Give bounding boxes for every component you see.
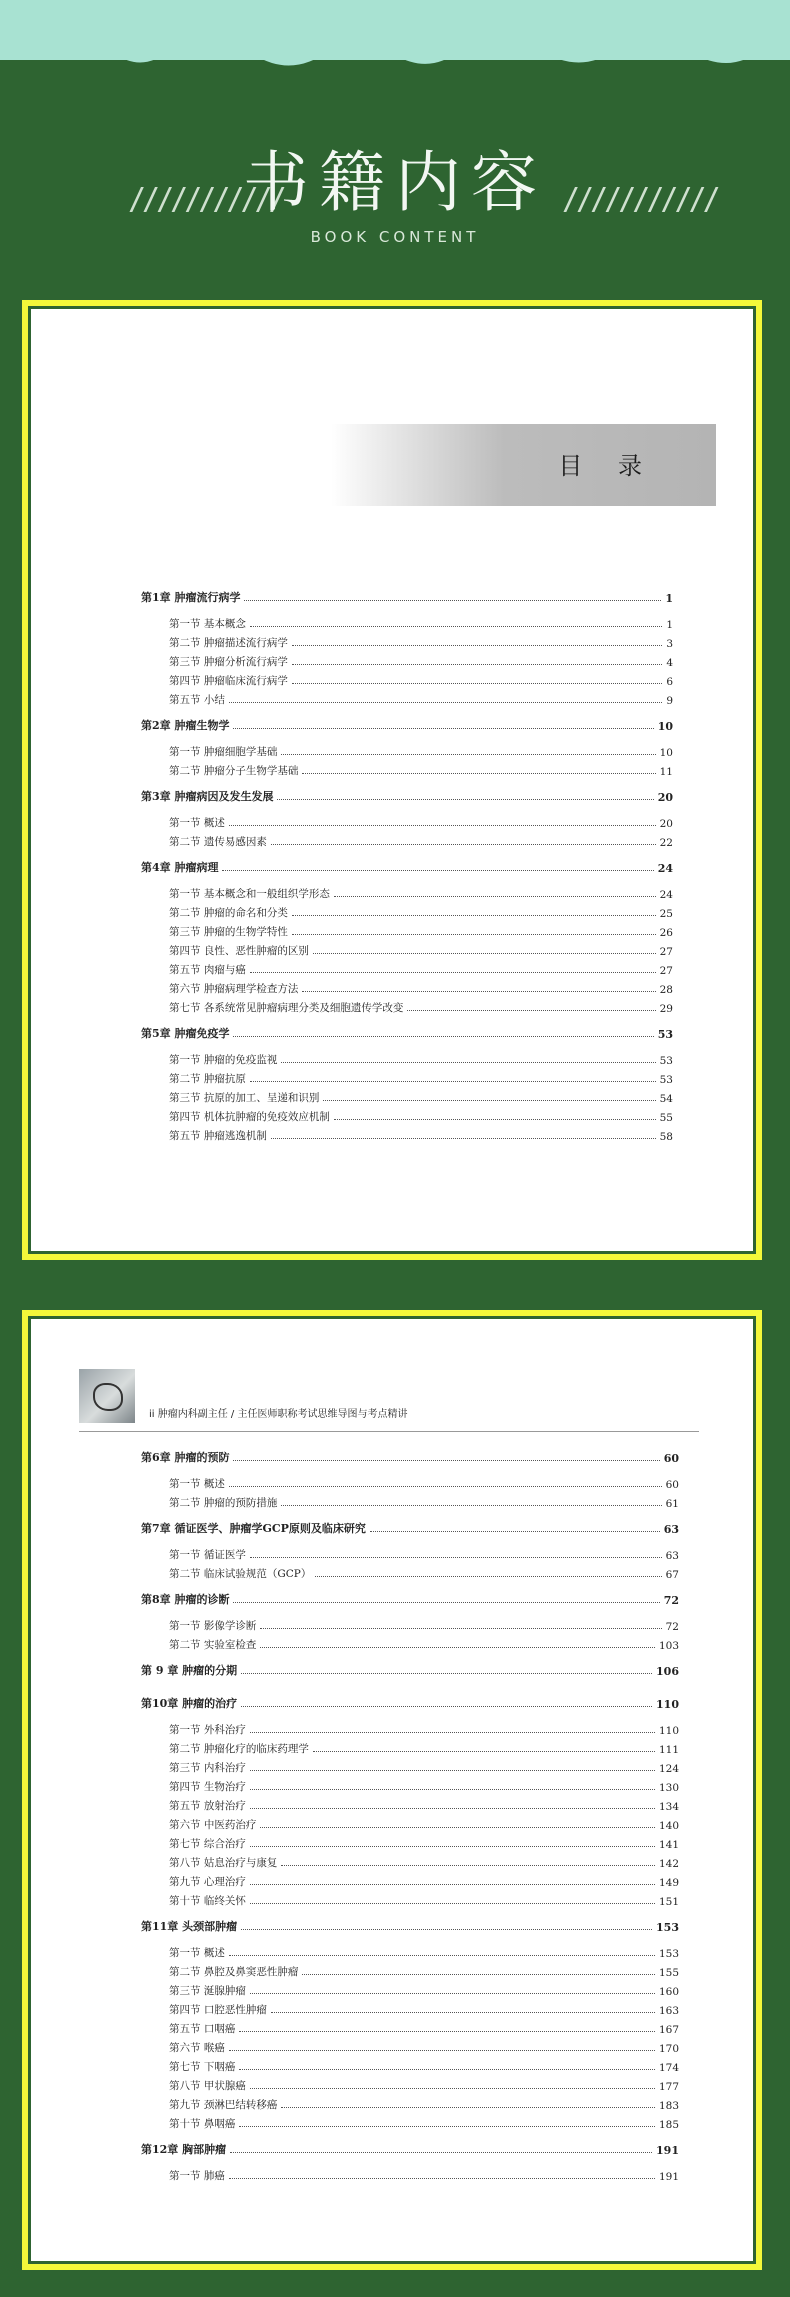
- leader-dots: [250, 625, 662, 627]
- toc-page-number: 27: [659, 965, 673, 977]
- toc-page-number: 153: [656, 1921, 679, 1934]
- toc-section-row: [169, 1128, 673, 1143]
- toc-section-row: [169, 2168, 679, 2183]
- leader-dots: [313, 952, 656, 954]
- contents-banner: [331, 424, 716, 506]
- leader-dots: [250, 1769, 655, 1771]
- toc-entry-label: 第8章 肿瘤的诊断: [141, 1593, 230, 1606]
- toc-chapter-row: [141, 1918, 679, 1934]
- leader-dots: [271, 1137, 656, 1139]
- toc-entry-label: 第四节 口腔恶性肿瘤: [169, 2004, 267, 2016]
- toc-page-number: 153: [658, 1948, 679, 1960]
- toc-page-number: 27: [659, 946, 673, 958]
- toc-page-number: 170: [658, 2043, 679, 2055]
- leader-dots: [281, 1864, 655, 1866]
- toc-page-number: 124: [658, 1763, 679, 1775]
- toc-entry-label: 第一节 概述: [169, 1947, 225, 1959]
- leader-dots: [260, 1826, 655, 1828]
- leader-dots: [250, 1556, 662, 1558]
- toc-section-row: [169, 1109, 673, 1124]
- toc-section-row: [169, 905, 673, 920]
- toc-page-number: 149: [658, 1877, 679, 1889]
- toc-entry-label: 第一节 概述: [169, 1478, 225, 1490]
- toc-entry-label: 第1章 肿瘤流行病学: [141, 591, 241, 604]
- toc-page-number: 20: [659, 818, 673, 830]
- running-head-text: ii 肿瘤内科副主任 / 主任医师职称考试思维导图与考点精讲: [149, 1409, 408, 1420]
- toc-entry-label: 第六节 肿瘤病理学检查方法: [169, 983, 299, 995]
- toc-chapter-row: [141, 1520, 679, 1536]
- leader-dots: [229, 1954, 655, 1956]
- toc-entry-label: 第四节 良性、恶性肿瘤的区别: [169, 945, 309, 957]
- toc-entry-label: 第一节 概述: [169, 817, 225, 829]
- toc-section-row: [169, 2116, 679, 2131]
- toc-section-row: [169, 1090, 673, 1105]
- toc-entry-label: 第6章 肿瘤的预防: [141, 1451, 230, 1464]
- toc-page-number: 53: [657, 1028, 673, 1041]
- toc-entry-label: 第三节 涎腺肿瘤: [169, 1985, 246, 1997]
- toc-entry-label: 第二节 肿瘤的预防措施: [169, 1497, 278, 1509]
- header-subtitle: BOOK CONTENT: [310, 228, 480, 246]
- toc-chapter-row: [141, 859, 673, 875]
- toc-section-row: [169, 1964, 679, 1979]
- leader-dots: [241, 1672, 652, 1674]
- toc-entry-label: 第3章 肿瘤病因及发生发展: [141, 790, 274, 803]
- toc-page-number: 72: [665, 1621, 679, 1633]
- toc-section-row: [169, 886, 673, 901]
- toc-page-number: 67: [665, 1569, 679, 1581]
- toc-page-number: 10: [659, 747, 673, 759]
- toc-page-number: 134: [658, 1801, 679, 1813]
- toc-page-number: 11: [659, 766, 673, 778]
- toc-section-row: [169, 763, 673, 778]
- toc-entry-label: 第九节 颈淋巴结转移癌: [169, 2099, 278, 2111]
- toc-page-number: 1: [665, 592, 673, 605]
- toc-page-number: 111: [658, 1744, 679, 1756]
- toc-page-number: 54: [659, 1093, 673, 1105]
- toc-entry-label: 第 9 章 肿瘤的分期: [141, 1664, 238, 1677]
- leader-dots: [250, 1080, 656, 1082]
- toc-section-row: [169, 834, 673, 849]
- toc-chapter-row: [141, 1025, 673, 1041]
- toc-page-number: 191: [656, 2144, 679, 2157]
- toc-entry-label: 第一节 循证医学: [169, 1549, 246, 1561]
- toc-entry-label: 第十节 鼻咽癌: [169, 2118, 236, 2130]
- toc-section-row: [169, 1855, 679, 1870]
- toc-entry-label: 第7章 循证医学、肿瘤学GCP原则及临床研究: [141, 1522, 366, 1535]
- toc-entry-label: 第四节 机体抗肿瘤的免疫效应机制: [169, 1111, 330, 1123]
- leader-dots: [334, 1118, 656, 1120]
- toc-section-row: [169, 654, 673, 669]
- toc-section-row: [169, 1052, 673, 1067]
- toc-section-row: [169, 2078, 679, 2093]
- toc-chapter-row: [141, 788, 673, 804]
- toc-page-number: 110: [656, 1698, 679, 1711]
- toc-entry-label: 第2章 肿瘤生物学: [141, 719, 230, 732]
- toc-section-row: [169, 2097, 679, 2112]
- leader-dots: [271, 2011, 655, 2013]
- toc-entry-label: 第七节 综合治疗: [169, 1838, 246, 1850]
- toc-chapter-row: [141, 717, 673, 733]
- toc-page-number: 174: [658, 2062, 679, 2074]
- toc-page-number: 22: [659, 837, 673, 849]
- top-wave-band: [0, 0, 790, 110]
- toc-entry-label: 第二节 遗传易感因素: [169, 836, 267, 848]
- toc-section-row: [169, 1741, 679, 1756]
- leader-dots: [250, 1788, 655, 1790]
- toc-page-number: 29: [659, 1003, 673, 1015]
- toc-entry-label: 第一节 影像学诊断: [169, 1620, 257, 1632]
- leader-dots: [222, 869, 653, 871]
- toc-section-row: [169, 1566, 679, 1581]
- leader-dots: [229, 701, 662, 703]
- toc-chapter-row: [141, 2141, 679, 2157]
- toc-section-row: [169, 981, 673, 996]
- toc-page-number: 60: [663, 1452, 679, 1465]
- toc-page-number: 160: [658, 1986, 679, 1998]
- toc-page-number: 141: [658, 1839, 679, 1851]
- leader-dots: [271, 843, 656, 845]
- toc-entry-label: 第二节 肿瘤的命名和分类: [169, 907, 288, 919]
- toc-page-number: 20: [657, 791, 673, 804]
- toc-section-row: [169, 1817, 679, 1832]
- leader-dots: [323, 1099, 655, 1101]
- leader-dots: [233, 1601, 659, 1603]
- toc-section-row: [169, 1836, 679, 1851]
- toc-entry-label: 第八节 姑息治疗与康复: [169, 1857, 278, 1869]
- leader-dots: [239, 2125, 655, 2127]
- leader-dots: [281, 2106, 655, 2108]
- leader-dots: [281, 1504, 661, 1506]
- header-title: 书籍内容: [243, 144, 547, 221]
- leader-dots: [292, 644, 662, 646]
- leader-dots: [292, 682, 662, 684]
- leader-dots: [334, 895, 656, 897]
- toc-page-number: 10: [657, 720, 673, 733]
- leader-dots: [302, 772, 655, 774]
- toc-entry-label: 第十节 临终关怀: [169, 1895, 246, 1907]
- leader-dots: [229, 824, 656, 826]
- toc-chapter-row: [141, 1695, 679, 1711]
- toc-entry-label: 第三节 肿瘤的生物学特性: [169, 926, 288, 938]
- toc-entry-label: 第5章 肿瘤免疫学: [141, 1027, 230, 1040]
- toc-entry-label: 第一节 肿瘤的免疫监视: [169, 1054, 278, 1066]
- leader-dots: [250, 1845, 655, 1847]
- toc-page-number: 106: [656, 1665, 679, 1678]
- leader-dots: [302, 1973, 655, 1975]
- toc-page-number: 53: [659, 1055, 673, 1067]
- toc-entry-label: 第一节 肿瘤细胞学基础: [169, 746, 278, 758]
- toc-entry-label: 第四节 肿瘤临床流行病学: [169, 675, 288, 687]
- leader-dots: [407, 1009, 655, 1011]
- leader-dots: [277, 798, 653, 800]
- toc-entry-label: 第五节 肉瘤与癌: [169, 964, 246, 976]
- toc-page-number: 185: [658, 2119, 679, 2131]
- toc-page-number: 61: [665, 1498, 679, 1510]
- leader-dots: [315, 1575, 661, 1577]
- toc-section-row: [169, 1071, 673, 1086]
- toc-entry-label: 第二节 鼻腔及鼻窦恶性肿瘤: [169, 1966, 299, 1978]
- toc-section-row: [169, 744, 673, 759]
- toc-page-number: 24: [657, 862, 673, 875]
- toc-section-row: [169, 962, 673, 977]
- toc-entry-label: 第二节 肿瘤分子生物学基础: [169, 765, 299, 777]
- leader-dots: [250, 2087, 655, 2089]
- toc-entry-label: 第二节 肿瘤描述流行病学: [169, 637, 288, 649]
- toc-page-number: 177: [658, 2081, 679, 2093]
- toc-page-number: 6: [666, 676, 673, 688]
- leader-dots: [241, 1705, 652, 1707]
- toc-entry-label: 第12章 胸部肿瘤: [141, 2143, 227, 2156]
- toc-section-row: [169, 1874, 679, 1889]
- toc-section-row: [169, 635, 673, 650]
- toc-page-number: 63: [665, 1550, 679, 1562]
- leader-dots: [370, 1530, 660, 1532]
- toc-page-number: 72: [663, 1594, 679, 1607]
- toc-entry-label: 第4章 肿瘤病理: [141, 861, 219, 874]
- leader-dots: [241, 1928, 652, 1930]
- toc-section-row: [169, 2002, 679, 2017]
- toc-page-number: 183: [658, 2100, 679, 2112]
- toc-entry-label: 第一节 肺癌: [169, 2170, 225, 2182]
- toc-entry-label: 第五节 放射治疗: [169, 1800, 246, 1812]
- toc-entry-label: 第三节 内科治疗: [169, 1762, 246, 1774]
- toc-entry-label: 第二节 肿瘤化疗的临床药理学: [169, 1743, 309, 1755]
- right-decoration: ///////////: [562, 182, 717, 217]
- toc-entry-label: 第一节 基本概念: [169, 618, 246, 630]
- toc-entry-label: 第八节 甲状腺癌: [169, 2080, 246, 2092]
- leader-dots: [260, 1627, 661, 1629]
- toc-entry-label: 第五节 口咽癌: [169, 2023, 236, 2035]
- toc-section-row: [169, 1983, 679, 1998]
- toc-page-number: 163: [658, 2005, 679, 2017]
- toc-entry-label: 第六节 喉癌: [169, 2042, 225, 2054]
- toc-entry-label: 第二节 临床试验规范（GCP）: [169, 1568, 312, 1580]
- toc-page-number: 25: [659, 908, 673, 920]
- leader-dots: [233, 727, 653, 729]
- leader-dots: [250, 971, 656, 973]
- toc-section-row: [169, 1893, 679, 1908]
- toc-entry-label: 第四节 生物治疗: [169, 1781, 246, 1793]
- leader-dots: [250, 1902, 655, 1904]
- leader-dots: [230, 2151, 652, 2153]
- toc-section-row: [169, 1495, 679, 1510]
- leader-dots: [250, 1883, 655, 1885]
- toc-entry-label: 第10章 肿瘤的治疗: [141, 1697, 238, 1710]
- toc-page-number: 1: [666, 619, 673, 631]
- toc-page-number: 28: [659, 984, 673, 996]
- toc-section-row: [169, 1000, 673, 1015]
- toc-page-1: [31, 309, 753, 1251]
- leader-dots: [239, 2030, 655, 2032]
- leader-dots: [292, 933, 656, 935]
- toc-page-2: [31, 1319, 753, 2261]
- toc-section-row: [169, 1760, 679, 1775]
- leader-dots: [292, 663, 662, 665]
- left-decoration: ///////////: [128, 182, 283, 217]
- toc-section-row: [169, 1637, 679, 1652]
- leader-dots: [250, 1731, 655, 1733]
- toc-page-number: 58: [659, 1131, 673, 1143]
- toc-entry-label: 第二节 肿瘤抗原: [169, 1073, 246, 1085]
- toc-page-number: 103: [658, 1640, 679, 1652]
- toc-chapter-row: [141, 1449, 679, 1465]
- toc-page-number: 167: [658, 2024, 679, 2036]
- leader-dots: [281, 1061, 655, 1063]
- toc-entry-label: 第二节 实验室检查: [169, 1639, 257, 1651]
- leader-dots: [281, 753, 655, 755]
- toc-entry-label: 第九节 心理治疗: [169, 1876, 246, 1888]
- toc-section-row: [169, 1798, 679, 1813]
- toc-entry-label: 第七节 各系统常见肿瘤病理分类及细胞遗传学改变: [169, 1002, 404, 1014]
- doodle-thumbnail: [79, 1369, 135, 1423]
- toc-page-number: 140: [658, 1820, 679, 1832]
- leader-dots: [239, 2068, 655, 2070]
- leader-dots: [313, 1750, 655, 1752]
- leader-dots: [302, 990, 655, 992]
- toc-entry-label: 第11章 头颈部肿瘤: [141, 1920, 238, 1933]
- leader-dots: [229, 2177, 655, 2179]
- leader-dots: [292, 914, 656, 916]
- toc-section-row: [169, 1945, 679, 1960]
- toc-page-number: 63: [663, 1523, 679, 1536]
- toc-section-row: [169, 943, 673, 958]
- toc-page-number: 130: [658, 1782, 679, 1794]
- toc-page-number: 24: [659, 889, 673, 901]
- toc-section-row: [169, 1779, 679, 1794]
- toc-section-row: [169, 1722, 679, 1737]
- toc-section-row: [169, 2021, 679, 2036]
- toc-chapter-row: [141, 1662, 679, 1678]
- toc-section-row: [169, 1476, 679, 1491]
- toc-entry-label: 第五节 肿瘤逃逸机制: [169, 1130, 267, 1142]
- toc-section-row: [169, 815, 673, 830]
- toc-page-number: 110: [658, 1725, 679, 1737]
- toc-page-number: 155: [658, 1967, 679, 1979]
- toc-chapter-row: [141, 1591, 679, 1607]
- leader-dots: [229, 1485, 662, 1487]
- leader-dots: [233, 1459, 659, 1461]
- leader-dots: [250, 1992, 655, 1994]
- toc-section-row: [169, 2059, 679, 2074]
- leader-dots: [244, 599, 661, 601]
- toc-page-number: 142: [658, 1858, 679, 1870]
- toc-page-number: 4: [666, 657, 673, 669]
- toc-page-number: 55: [659, 1112, 673, 1124]
- toc-page-number: 151: [658, 1896, 679, 1908]
- header-rule: [79, 1431, 699, 1432]
- toc-page-number: 9: [666, 695, 673, 707]
- toc-entry-label: 第一节 基本概念和一般组织学形态: [169, 888, 330, 900]
- toc-entry-label: 第五节 小结: [169, 694, 225, 706]
- toc-page-number: 191: [658, 2171, 679, 2183]
- leader-dots: [229, 2049, 655, 2051]
- toc-section-row: [169, 673, 673, 688]
- section-header: [0, 144, 790, 246]
- toc-section-row: [169, 2040, 679, 2055]
- page-running-header: [79, 1369, 699, 1429]
- toc-panel-2: [22, 1310, 762, 2270]
- toc-section-row: [169, 924, 673, 939]
- leader-dots: [233, 1035, 653, 1037]
- toc-panel-1: [22, 300, 762, 1260]
- toc-section-row: [169, 616, 673, 631]
- toc-section-row: [169, 1547, 679, 1562]
- toc-entry-label: 第一节 外科治疗: [169, 1724, 246, 1736]
- toc-entry-label: 第三节 抗原的加工、呈递和识别: [169, 1092, 320, 1104]
- toc-page-number: 26: [659, 927, 673, 939]
- toc-page-number: 53: [659, 1074, 673, 1086]
- leader-dots: [250, 1807, 655, 1809]
- leader-dots: [260, 1646, 655, 1648]
- toc-entry-label: 第三节 肿瘤分析流行病学: [169, 656, 288, 668]
- toc-entry-label: 第七节 下咽癌: [169, 2061, 236, 2073]
- toc-entry-label: 第六节 中医药治疗: [169, 1819, 257, 1831]
- toc-section-row: [169, 1618, 679, 1633]
- toc-page-number: 60: [665, 1479, 679, 1491]
- toc-page-number: 3: [666, 638, 673, 650]
- toc-chapter-row: [141, 589, 673, 605]
- toc-section-row: [169, 692, 673, 707]
- contents-banner-text: 目 录: [558, 452, 656, 480]
